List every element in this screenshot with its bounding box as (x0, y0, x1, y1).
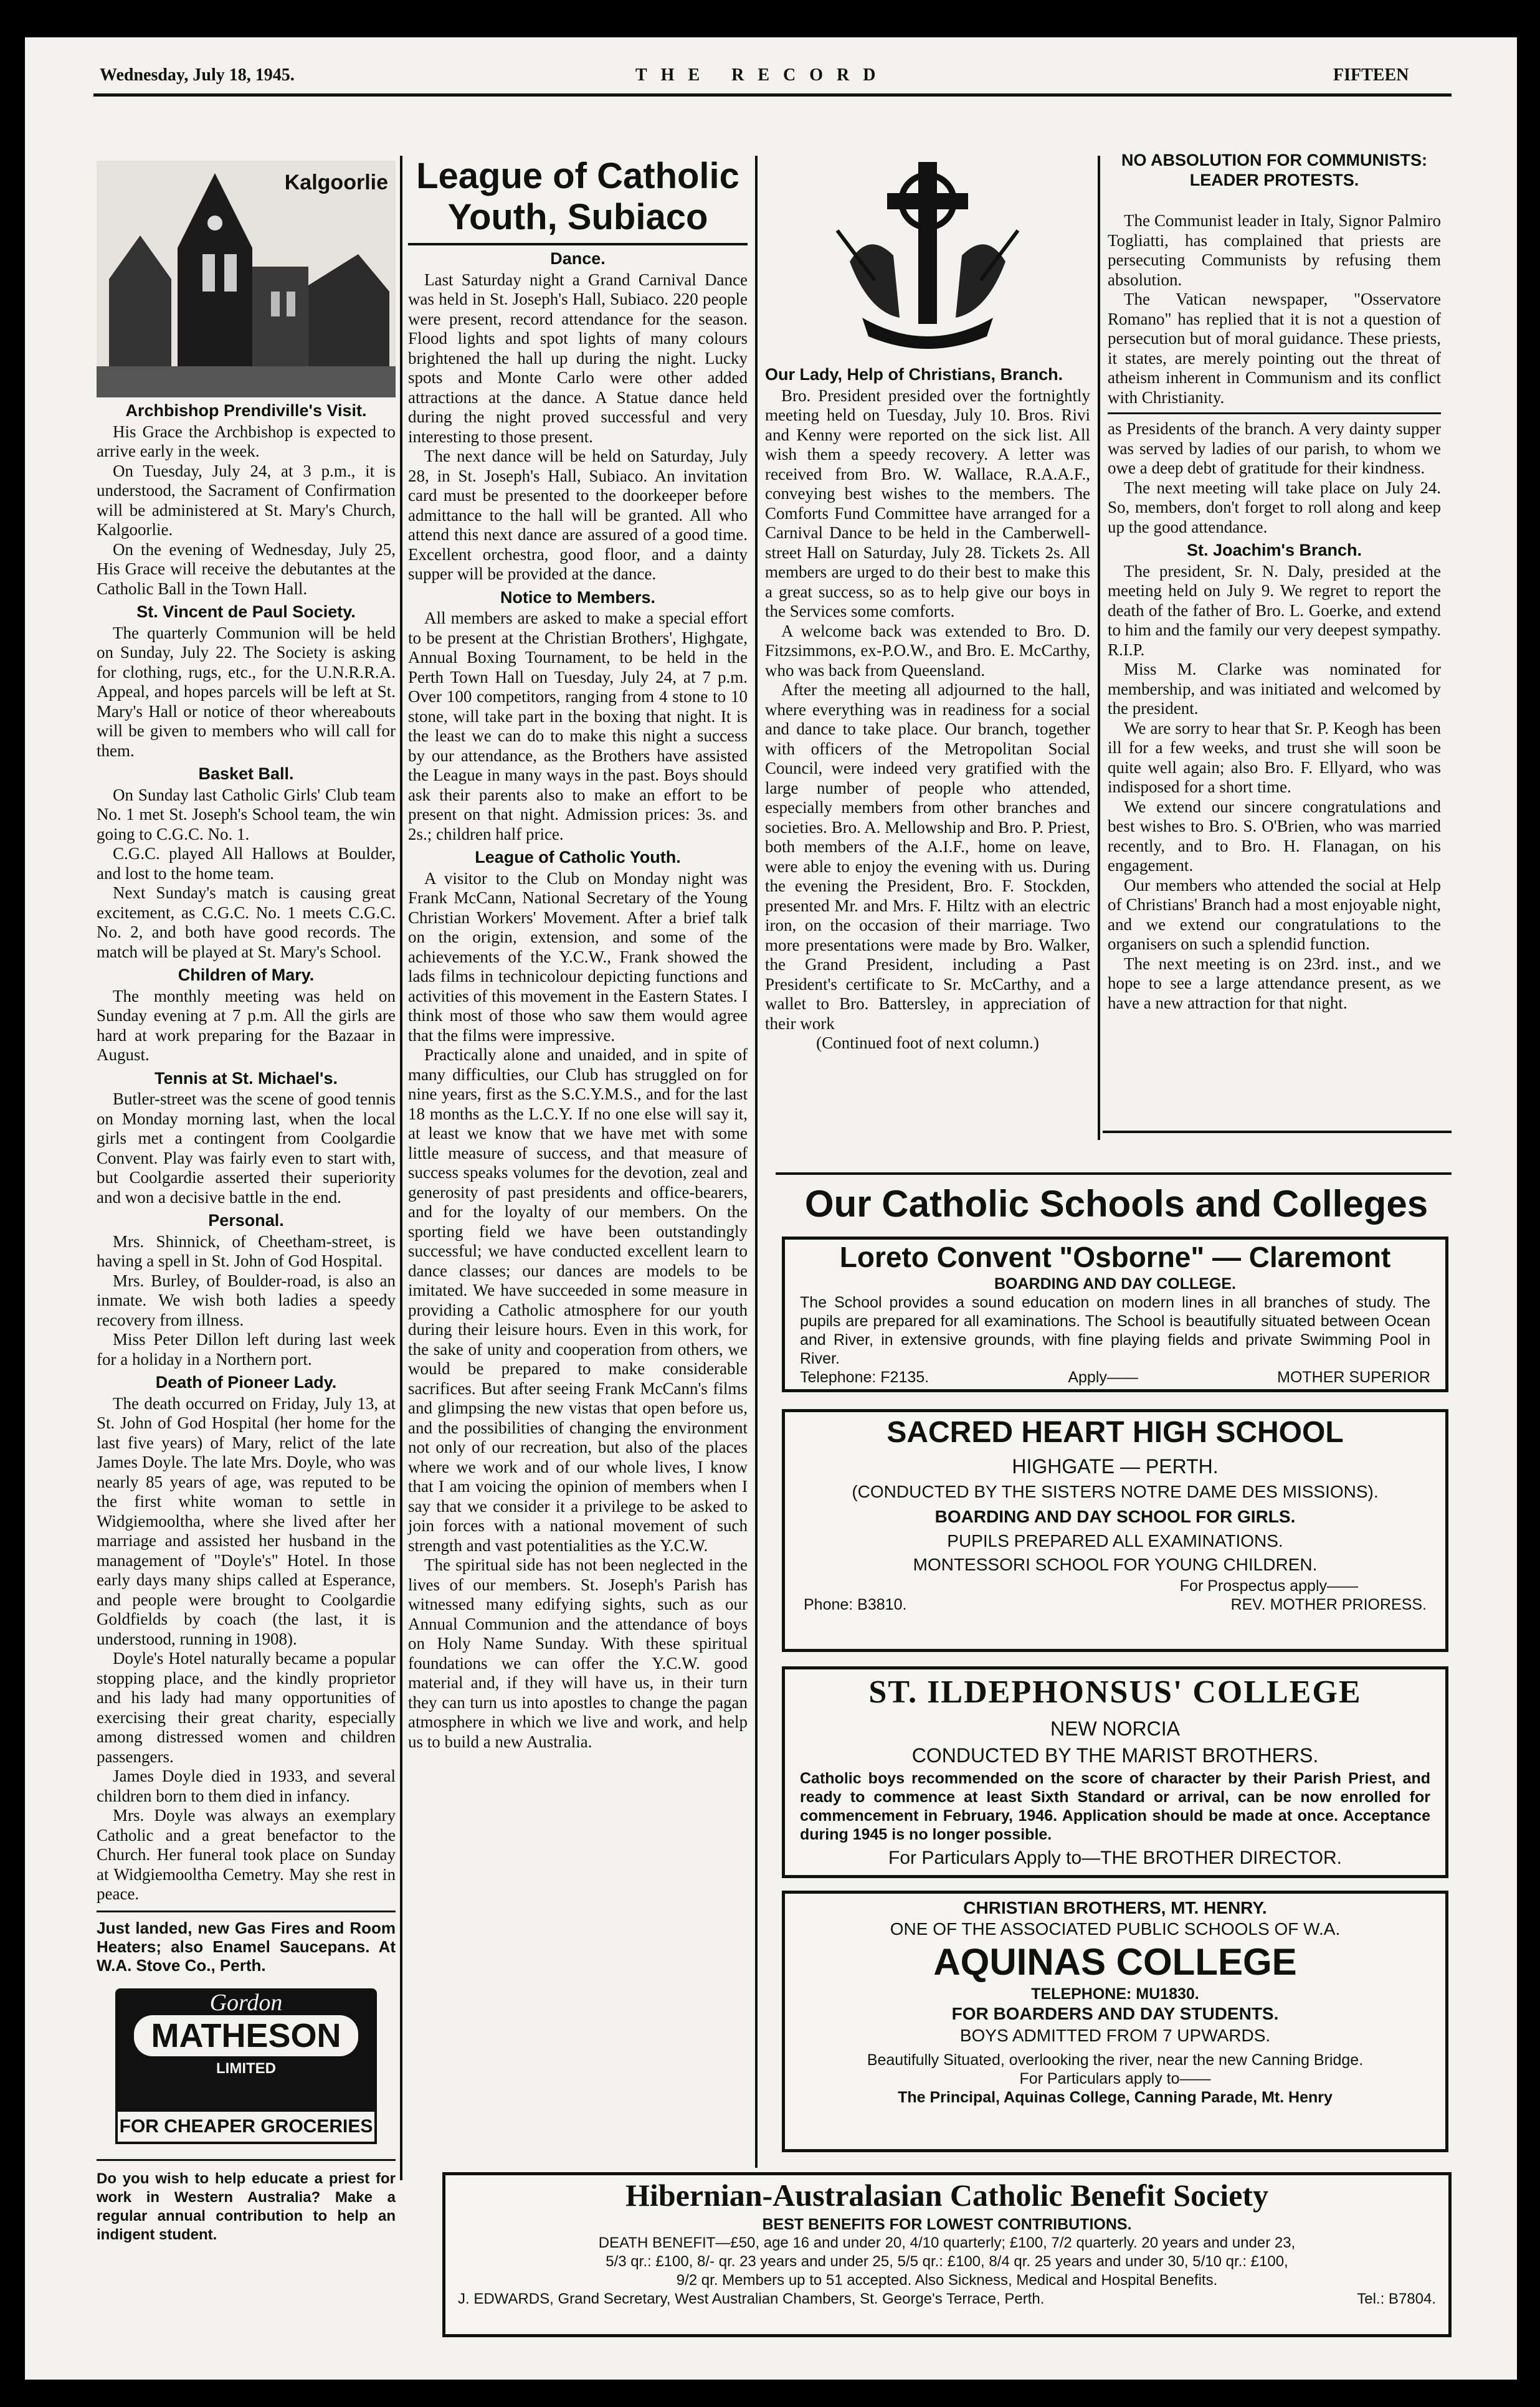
section-heading: Death of Pioneer Lady. (155, 1373, 337, 1392)
hibernian-tel: Tel.: B7804. (1357, 2291, 1436, 2307)
paragraph: A welcome back was extended to Bro. D. Fitzsimmons, ex-P.O.W., and Bro. E. McCarthy, who was back from Queensland. (765, 621, 1090, 680)
loreto-sub: BOARDING AND DAY COLLEGE. (994, 1275, 1236, 1293)
ildephonsus-line: For Particulars Apply to—THE BROTHER DIRECTOR. (888, 1848, 1342, 1868)
loreto-signature: MOTHER SUPERIOR (1277, 1369, 1430, 1386)
issue-date: Wednesday, July 18, 1945. (100, 65, 295, 85)
sacred-line: (CONDUCTED BY THE SISTERS NOTRE DAME DES MISSIONS). (852, 1482, 1379, 1501)
hibernian-line: 5/3 qr.: £100, 8/- qr. 23 years and under 25, 5/5 qr.: £100, 8/4 qr. 25 years and under 30, 5/10 qr.: £100, (606, 2253, 1288, 2270)
sacred-line: For Prospectus apply—— (1179, 1577, 1358, 1595)
column-absolution (1108, 151, 1441, 1013)
ildephonsus-line: NEW NORCIA (1050, 1717, 1180, 1740)
sacred-line: BOARDING AND DAY SCHOOL FOR GIRLS. (934, 1507, 1296, 1526)
paragraph: Next Sunday's match is causing great excitement, as C.G.C. No. 1 meets C.G.C. No. 2, and both have good records. The match will be played at St. Mary's School. (97, 883, 396, 961)
ildephonsus-body: Catholic boys recommended on the score of character by their Parish Priest, and ready to commence at least Sixth Standard or arrival, can be now enrolled for commencement in February, 1946. Application should be made at once. Acceptance during 1945 is no longer possible. (800, 1770, 1430, 1843)
section-heading: Notice to Members. (500, 587, 656, 607)
matheson-advert (115, 1988, 377, 2144)
loreto-title: Loreto Convent "Osborne" — Claremont (839, 1241, 1391, 1273)
aquinas-line: For Particulars apply to—— (1019, 2070, 1211, 2087)
priest-advert: Do you wish to help educate a priest for work in Western Australia? Make a regular annual contribution to help an indigent student. (97, 2170, 396, 2243)
section-rule-right (1103, 1131, 1452, 1133)
aquinas-line: Beautifully Situated, overlooking the river, near the new Canning Bridge. (867, 2051, 1364, 2069)
section-heading: Children of Mary. (178, 966, 315, 984)
section-heading: St. Joachim's Branch. (1186, 541, 1362, 559)
paragraph: The spiritual side has not been neglected in the lives of our members. St. Joseph's Parish has witnessed many edifying sights, such as our Annual Communion and the attendance of boys on Holy Name Sunday. With these spiritual foundations we can offer the Y.C.W. good material and, if they will have us, in their turn they can turn us into apostles to change the pagan atmosphere in which we live and work, and help us to build a new Australia. (408, 1555, 748, 1751)
paragraph: The monthly meeting was held on Sunday evening at 7 p.m. All the girls are hard at work preparing for the Bazaar in August. (97, 986, 396, 1064)
paragraph: Butler-street was the scene of good tennis on Monday morning last, when the local girls met a contingent from Coolgardie Convent. Play was fairly even to start with, but Coolgardie asserted their superiority and won a decisive battle in the end. (97, 1090, 396, 1207)
sacred-line: MONTESSORI SCHOOL FOR YOUNG CHILDREN. (913, 1555, 1318, 1574)
paragraph: Practically alone and unaided, and in spite of many difficulties, our Club has struggled on for nine years, first as the S.C.Y.M.S., and for the last 18 months as the L.C.Y. If no one else will say it, at least we know that we have met with some little measure of success, and that measure of success speaks volumes for the devotion, zeal and generosity of past presidents and office-bearers, and for the loyalty of our members. On the sporting field we have been outstandingly successful; we have conducted excellent learn to dance classes; our dances are models to be imitated. We have succeeded in some measure in providing a Catholic atmosphere for our youth during their leisure hours. Even in this work, for the sake of unity and cooperation from others, we would be prepared to make considerable sacrifices. But after seeing Frank McCann's films and glimpsing the new vistas that open before us, and the possibilities of changing the environment not only of our recreation, but also of the places where we work and of our whole lives, I know that I am voicing the opinion of members when I say that we consider it a privilege to be asked to join forces with a national movement of such strength and vast potentialities as the Y.C.W. (408, 1045, 748, 1555)
loreto-apply: Apply—— (1068, 1369, 1138, 1386)
paragraph: We extend our sincere congratulations and best wishes to Bro. S. O'Brien, who was married recently, and to Bro. H. Flanagan, on his engagement. (1108, 797, 1441, 875)
column-help-of-christians (765, 156, 1090, 1053)
paragraph: Last Saturday night a Grand Carnival Dance was held in St. Joseph's Hall, Subiaco. 220 people were present, record attendance for the season. Flood lights and spot lights of many colours brightened the hall up during the night. Lucky spots and Monte Carlo were other added attractions at the dance. A Statue dance held during the night proved successful and very interesting to those present. (408, 270, 748, 446)
paragraph: Doyle's Hotel naturally became a popular stopping place, and the kindly proprietor and his lady had many opportunities of exercising their great charity, especially among distressed women and children passengers. (97, 1649, 396, 1766)
stove-advert: Just landed, new Gas Fires and Room Heaters; also Enamel Saucepans. At W.A. Stove Co., Perth. (97, 1918, 396, 1975)
schools-top-rule (776, 1172, 1452, 1175)
article-title (408, 156, 748, 238)
column-rule-1 (400, 156, 402, 2180)
matheson-name: MATHESON (134, 2015, 358, 2056)
title-line-1: League of Catholic (416, 156, 739, 196)
ildephonsus-line: CONDUCTED BY THE MARIST BROTHERS. (911, 1744, 1319, 1767)
church-image (97, 161, 396, 397)
ildephonsus-advert (782, 1666, 1448, 1878)
paragraph: After the meeting all adjourned to the hall, where everything was in readiness for a social and dance to take place. Our branch, together with officers of the Metropolitan Social Council, were indeed very gratified with the large number of people who attended, especially members from other branches and societies. Bro. A. Mellowship and Bro. P. Priest, both members of the A.I.F., home on leave, were able to enjoy the evening with us. During the evening the President, Bro. F. Stockden, presented Mr. and Mrs. F. Hiltz with an electric iron, on the occasion of their marriage. Two more presentations were made by Bro. Walker, the Grand President, including a Past President's certificate to Sr. McCarthy, and a wallet to Bro. Battersley, in appreciation of their work (765, 680, 1090, 1033)
paragraph: The next meeting is on 23rd. inst., and we hope to see a large attendance present, as we have a new attraction for that night. (1108, 954, 1441, 1012)
paragraph: Bro. President presided over the fortnightly meeting held on Tuesday, July 10. Bros. Rivi and Kenny were reported on the sick list. All wish them a speedy recovery. A letter was received from Bro. W. Wallace, R.A.A.F., conveying best wishes to the members. The Comforts Fund Committee have arranged for a Carnival Dance to be held in the Camberwell-street Hall on Saturday, July 28. Tickets 2s. All members are urged to do their best to make this a great success, so as to help give our boys in the Services some comforts. (765, 386, 1090, 620)
hibernian-footer (445, 2290, 1448, 2309)
loreto-phone: Telephone: F2135. (800, 1369, 929, 1386)
paragraph: Mrs. Shinnick, of Cheetham-street, is having a spell in St. John of God Hospital. (97, 1232, 396, 1270)
paragraph: The Vatican newspaper, "Osservatore Romano" has replied that it is not a question of persecution but of moral guidance. These priests, it states, are merely pointing out the threat of atheism inherent in Communism and its conflict with Christianity. (1108, 290, 1441, 407)
paragraph: Miss M. Clarke was nominated for membership, and was initiated and welcomed by the president. (1108, 660, 1441, 718)
paragraph: Miss Peter Dillon left during last week for a holiday in a Northern port. (97, 1330, 396, 1369)
paragraph: The Communist leader in Italy, Signor Palmiro Togliatti, has complained that priests are persecuting Communists by refusing them absolution. (1108, 211, 1441, 289)
hibernian-secretary: J. EDWARDS, Grand Secretary, West Australian Chambers, St. George's Terrace, Perth. (458, 2291, 1045, 2307)
church-illustration-icon (97, 161, 396, 397)
sacred-signature: REV. MOTHER PRIORESS. (1230, 1596, 1427, 1613)
hibernian-line: 9/2 qr. Members up to 51 accepted. Also Sickness, Medical and Hospital Benefits. (676, 2272, 1218, 2289)
sacred-footer (785, 1595, 1445, 1614)
section-heading: Personal. (208, 1211, 284, 1230)
matheson-script: Gordon (209, 1989, 283, 2016)
section-heading: Our Lady, Help of Christians, Branch. (765, 365, 1063, 384)
column-rule-2 (755, 156, 758, 2168)
paragraph: On Tuesday, July 24, at 3 p.m., it is understood, the Sacrament of Confirmation will be administered at St. Mary's Church, Kalgoorlie. (97, 461, 396, 539)
paragraph: All members are asked to make a special effort to be present at the Christian Brothers', Highgate, Annual Boxing Tournament, to be held in the Perth Town Hall on Tuesday, July 24, at 7 p.m. Over 100 competitors, ranging from 4 stone to 10 stone, will take part in the boxing that night. It is the least we can do to make this night a success by our attendance, as the Brothers have assisted the League in many ways in the past. Boys should ask their parents also to make an effort to be present on that night. Admission prices: 3s. and 2s.; children half price. (408, 609, 748, 843)
paragraph: The death occurred on Friday, July 13, at St. John of God Hospital (her home for the last five years) of Mary, relict of the late James Doyle. The late Mrs. Doyle, who was nearly 85 years of age, was reputed to be the first white woman to settle in Widgiemooltha, where she lived after her marriage and assisted her husband in the management of "Doyle's" Hotel. In those early days many ships called at Esperance, and people were brought to Coolgardie Goldfields by coach (the last, it is understood, running in 1908). (97, 1393, 396, 1648)
sacred-phone: Phone: B3810. (804, 1596, 907, 1613)
paragraph: A visitor to the Club on Monday night was Frank McCann, National Secretary of the Young Christian Workers' Movement. After a brief talk on the origin, extension, and some of the achievements of the Y.C.W., Frank showed the lads films in technicolour depicting functions and activities of this movement in the Eastern States. I think most of those who saw them would agree that the films were impressive. (408, 868, 748, 1045)
schools-heading: Our Catholic Schools and Colleges (804, 1183, 1428, 1225)
aquinas-advert (782, 1891, 1448, 2152)
paragraph: as Presidents of the branch. A very dainty supper was served by ladies of our parish, to whom we owe a deep debt of gratitude for their kindness. (1108, 419, 1441, 477)
divider (97, 2159, 396, 2161)
hibernian-advert (442, 2172, 1452, 2337)
section-heading: Dance. (550, 249, 606, 268)
cross-emblem-icon (825, 156, 1030, 355)
paragraph: Mrs. Burley, of Boulder-road, is also an inmate. We wish both ladies a speedy recovery from illness. (97, 1271, 396, 1329)
column-rule-3 (1098, 156, 1100, 1140)
hibernian-sub: BEST BENEFITS FOR LOWEST CONTRIBUTIONS. (762, 2216, 1132, 2233)
image-caption: Kalgoorlie (282, 173, 391, 193)
sacred-line: HIGHGATE — PERTH. (1012, 1455, 1219, 1478)
paragraph: The next meeting will take place on July 24. So, members, don't forget to roll along and keep up the good attendance. (1108, 478, 1441, 536)
paragraph: Mrs. Doyle was always an exemplary Catholic and a great benefactor to the Church. Her funeral took place on Sunday at Widgiemooltha Cemetry. May she rest in peace. (97, 1806, 396, 1903)
aquinas-line: The Principal, Aquinas College, Canning Parade, Mt. Henry (898, 2089, 1333, 2106)
page-number: FIFTEEN (1333, 65, 1409, 85)
section-heading: St. Vincent de Paul Society. (136, 602, 356, 621)
sacred-heart-advert (782, 1409, 1448, 1652)
emblem-image (765, 156, 1090, 361)
loreto-body: The School provides a sound education on modern lines in all branches of study. The pupils are prepared for all examinations. The School is beautifully situated between Ocean and River, in extensive grounds, with fine playing fields and private Swimming Pool in River. (800, 1294, 1430, 1367)
paragraph: Our members who attended the social at Help of Christians' Branch had a most enjoyable night, and we extend our congratulations to the organisers on such a splendid function. (1108, 875, 1441, 953)
column-kalgoorlie (97, 161, 396, 2244)
hibernian-line: DEATH BENEFIT—£50, age 16 and under 20, 4/10 quarterly; £100, 7/2 quarterly. 20 years and under 23, (598, 2234, 1296, 2251)
section-heading: Basket Ball. (198, 764, 294, 783)
paragraph: The quarterly Communion will be held on Sunday, July 22. The Society is asking for clothing, rugs, etc., for the U.N.R.R.A. Appeal, and hopes parcels will be left at St. Mary's Hall or notice of theor whereabouts will be given to members who will call for them. (97, 623, 396, 760)
aquinas-line: ONE OF THE ASSOCIATED PUBLIC SCHOOLS OF W.A. (890, 1919, 1341, 1939)
continued-note: (Continued foot of next column.) (816, 1033, 1039, 1052)
article-title: NO ABSOLUTION FOR COMMUNISTS: LEADER PROTESTS. (1121, 151, 1427, 189)
aquinas-line: CHRISTIAN BROTHERS, MT. HENRY. (963, 1898, 1267, 1917)
paragraph: On Sunday last Catholic Girls' Club team No. 1 met St. Joseph's School team, the win going to C.G.C. No. 1. (97, 785, 396, 843)
header-rule (93, 93, 1452, 97)
ildephonsus-title: ST. ILDEPHONSUS' COLLEGE (868, 1674, 1362, 1710)
hibernian-title: Hibernian-Australasian Catholic Benefit Society (625, 2178, 1268, 2213)
matheson-tagline: FOR CHEAPER GROCERIES (115, 2109, 377, 2144)
section-heading: League of Catholic Youth. (475, 848, 681, 866)
masthead: THE RECORD (635, 65, 890, 85)
aquinas-line: TELEPHONE: MU1830. (1031, 1985, 1199, 2003)
aquinas-line: BOYS ADMITTED FROM 7 UPWARDS. (959, 2026, 1271, 2045)
aquinas-line: FOR BOARDERS AND DAY STUDENTS. (951, 2004, 1279, 2023)
section-heading: Tennis at St. Michael's. (154, 1068, 338, 1088)
title-line-2: Youth, Subiaco (447, 197, 708, 237)
paragraph: James Doyle died in 1933, and several children born to them died in infancy. (97, 1767, 396, 1805)
title-rule (408, 243, 748, 245)
paragraph: We are sorry to hear that Sr. P. Keogh has been ill for a few weeks, and trust she will soon be quite well again; also Bro. F. Ellyard, who was indisposed for a short time. (1108, 718, 1441, 796)
aquinas-title: AQUINAS COLLEGE (933, 1941, 1297, 1983)
loreto-footer (785, 1368, 1445, 1387)
sacred-title: SACRED HEART HIGH SCHOOL (886, 1416, 1344, 1449)
column-league (408, 156, 748, 1752)
divider (1108, 412, 1441, 414)
sacred-line: PUPILS PREPARED ALL EXAMINATIONS. (947, 1531, 1283, 1550)
paragraph: The president, Sr. N. Daly, presided at the meeting held on July 9. We regret to report the death of the father of Bro. L. Goerke, and extend to him and the family our very deepest sympathy. R.I.P. (1108, 561, 1441, 659)
paragraph: The next dance will be held on Saturday, July 28, in St. Joseph's Hall, Subiaco. An invitation card must be presented to the doorkeeper before admittance to the hall will be granted. All who attend this next dance are assured of a good time. Excellent orchestra, good floor, and a dainty supper will be provided at the dance. (408, 447, 748, 583)
loreto-advert (782, 1237, 1448, 1392)
paragraph: His Grace the Archbishop is expected to arrive early in the week. (97, 422, 396, 460)
paragraph: C.G.C. played All Hallows at Boulder, and lost to the home team. (97, 844, 396, 883)
section-heading: Archbishop Prendiville's Visit. (125, 401, 367, 420)
matheson-sub: LIMITED (216, 2060, 276, 2077)
divider (97, 1911, 396, 1912)
paragraph: On the evening of Wednesday, July 25, His Grace will receive the debutantes at the Catholic Ball in the Town Hall. (97, 539, 396, 598)
